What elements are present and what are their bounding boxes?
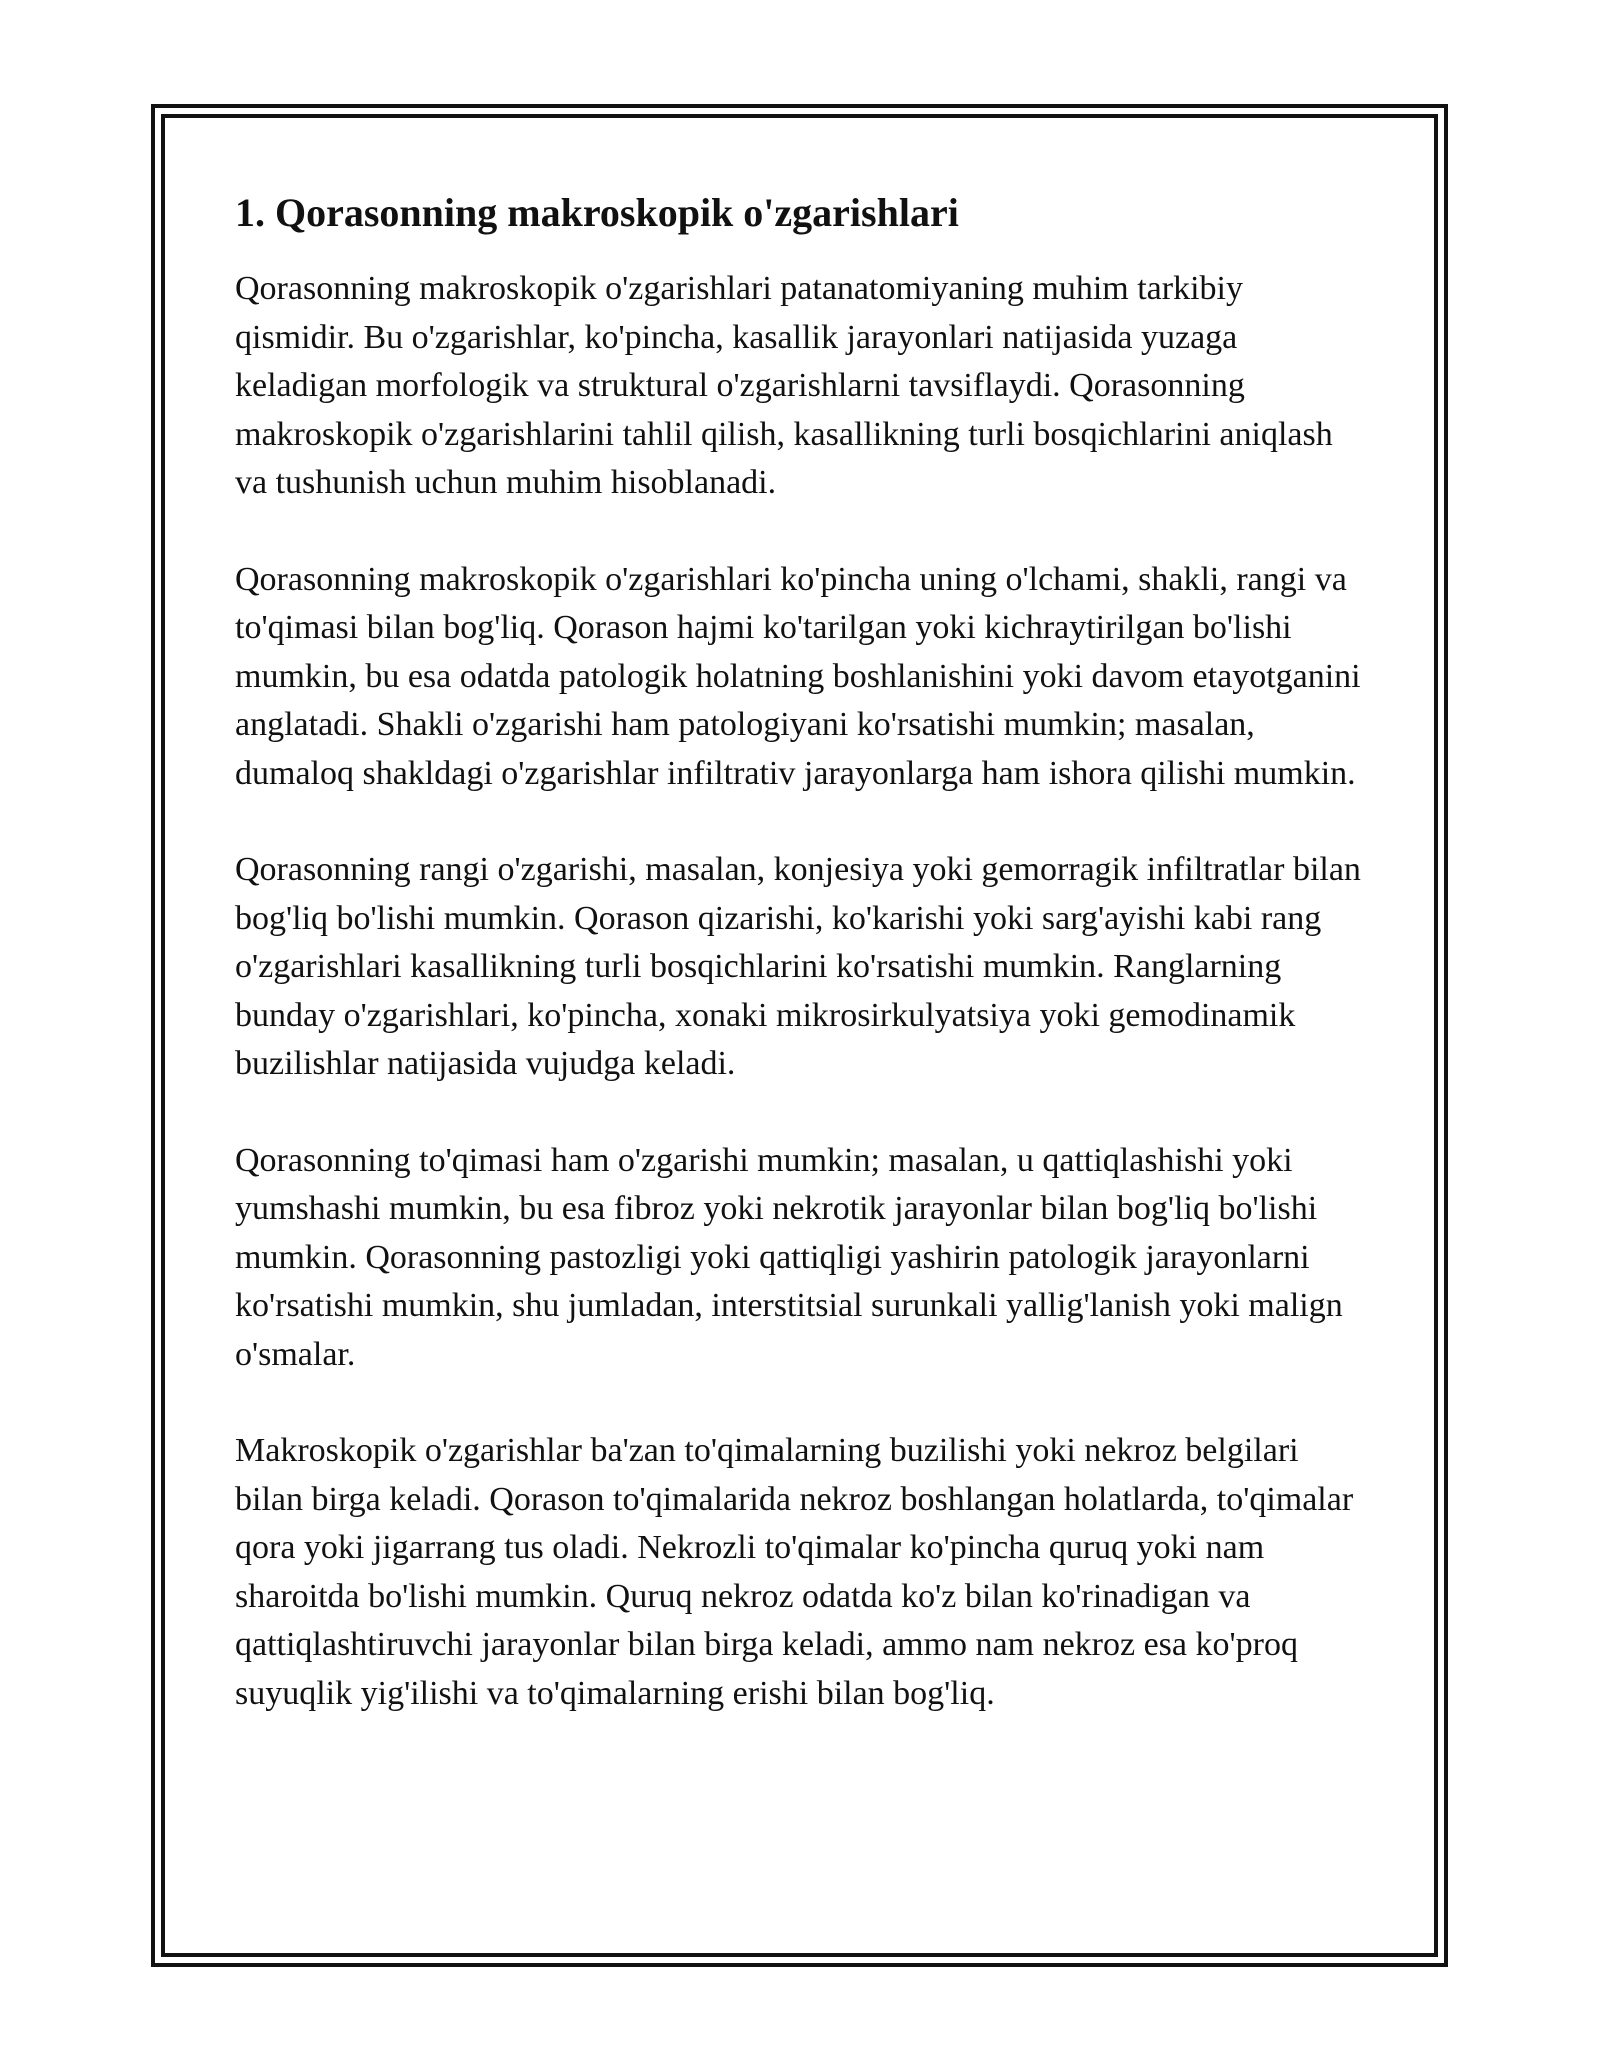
document-body: [235, 185, 1365, 1718]
paragraph-3: Qorasonning rangi o'zgarishi, masalan, konjesiya yoki gemorragik infiltratlar bilan bog'liq bo'lishi mumkin. Qorason qizarishi, ko'karishi yoki sarg'ayishi kabi rang o'zgarishlari kasallikning turli bosqichlarini ko'rsatishi mumkin. Ranglarning bunday o'zgarishlari, ko'pincha, xonaki mikrosirkulyatsiya yoki gemodinamik buzilishlar natijasida vujudga keladi.: [235, 851, 1361, 1082]
paragraph-2: Qorasonning makroskopik o'zgarishlari ko'pincha uning o'lchami, shakli, rangi va to'qimasi bilan bog'liq. Qorason hajmi ko'tarilgan yoki kichraytirilgan bo'lishi mumkin, bu esa odatda patologik holatning boshlanishini yoki davom etayotganini anglatadi. Shakli o'zgarishi ham patologiyani ko'rsatishi mumkin; masalan, dumaloq shakldagi o'zgarishlar infiltrativ jarayonlarga ham ishora qilishi mumkin.: [235, 560, 1361, 792]
paragraph-1: Qorasonning makroskopik o'zgarishlari patanatomiyaning muhim tarkibiy qismidir. Bu o'zgarishlar, ko'pincha, kasallik jarayonlari natijasida yuzaga keladigan morfologik va struktural o'zgarishlarni tavsiflaydi. Qorasonning makroskopik o'zgarishlarini tahlil qilish, kasallikning turli bosqichlarini aniqlash va tushunish uchun muhim hisoblanadi.: [235, 270, 1333, 501]
section-heading: 1. Qorasonning makroskopik o'zgarishlari: [235, 190, 959, 235]
paragraph-5: Makroskopik o'zgarishlar ba'zan to'qimalarning buzilishi yoki nekroz belgilari bilan birga keladi. Qorason to'qimalarida nekroz boshlangan holatlarda, to'qimalar qora yoki jigarrang tus oladi. Nekrozli to'qimalar ko'pincha quruq yoki nam sharoitda bo'lishi mumkin. Quruq nekroz odatda ko'z bilan ko'rinadigan va qattiqlashtiruvchi jarayonlar bilan birga keladi, ammo nam nekroz esa ko'proq suyuqlik yig'ilishi va to'qimalarning erishi bilan bog'liq.: [235, 1432, 1354, 1712]
paragraph-4: Qorasonning to'qimasi ham o'zgarishi mumkin; masalan, u qattiqlashishi yoki yumshashi mumkin, bu esa fibroz yoki nekrotik jarayonlar bilan bog'liq bo'lishi mumkin. Qorasonning pastozligi yoki qattiqligi yashirin patologik jarayonlarni ko'rsatishi mumkin, shu jumladan, interstitsial surunkali yallig'lanish yoki malign o'smalar.: [235, 1141, 1343, 1373]
